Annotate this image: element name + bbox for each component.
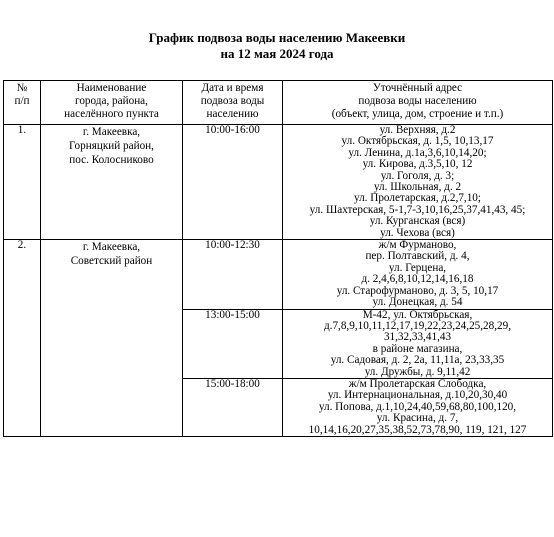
address-line: ул. Интернациональная, д.10,20,30,40 [327,389,508,402]
address-line: пер. Полтавский, д. 4, [365,250,470,263]
address-line: ул. Курганская (вся) [369,215,466,228]
delivery-address [283,309,553,378]
header-address-line: подвоза воды населению [358,95,477,107]
row-number: 1. [4,125,41,240]
address-line: ул. Кирова, д.3,5,10, 12 [362,158,473,171]
address-line: ул. Донецкая, д. 54 [372,296,463,309]
header-num-line: № [16,82,28,94]
address-line: ул. Школьная, д. 2 [373,181,462,194]
address-line: 10,14,16,20,27,35,38,52,73,78,90, 119, 121, 127 [308,423,527,436]
address-line: ул. Красина, д. 7, [376,412,459,425]
address-line: ул. Гоголя, д. 3; [380,169,455,182]
delivery-address [283,378,553,436]
header-time [183,81,283,125]
table-row [4,125,553,240]
address-line: ул. Герцена, [388,261,447,274]
header-place-line: города, района, [75,95,148,107]
place-line: г. Макеевка, [82,241,141,254]
header-time-line: подвоза воды [200,95,265,107]
header-address-line: Уточнённый адрес [372,82,463,94]
address-line: в районе магазина, [372,342,463,355]
header-time-line: населению [206,108,259,120]
delivery-time: 10:00-12:30 [183,240,283,309]
delivery-address [283,125,553,240]
header-num [4,81,41,125]
header-address [283,81,553,125]
header-num-line: п/п [14,95,30,107]
title-line-1: График подвоза воды населению Макеевки [148,30,406,45]
row-number: 2. [4,240,41,437]
address-line: ул. Октябрьская, д. 1,5, 10,13,17 [341,135,494,148]
address-line: 31,32,33,41,43 [383,331,452,344]
address-line: ул. Дружбы, д. 9,11,42 [364,365,471,378]
table-row [4,240,553,309]
address-line: М-42, ул. Октябрьская, [362,308,473,321]
address-line: ул. Попова, д.1,10,24,40,59,68,80,100,120, [318,400,517,413]
address-line: д.7,8,9,10,11,12,17,19,22,23,24,25,28,29, [323,319,512,332]
header-place-line: Наименование [76,82,147,94]
address-line: ул. Пролетарская, д.2,7,10; [353,192,482,205]
address-line: ул. Верхняя, д.2 [379,124,456,136]
address-line: ж/м Пролетарская Слободка, [348,377,487,390]
header-address-line: (объект, улица, дом, строение и т.п.) [331,108,504,120]
header-row [4,81,553,125]
title-line-2: на 12 мая 2024 года [220,46,334,61]
address-line: ул. Чехова (вся) [380,226,455,239]
delivery-time: 13:00-15:00 [183,309,283,378]
header-place [41,81,183,125]
delivery-address [283,240,553,309]
address-line: ул. Садовая, д. 2, 2а, 11,11а, 23,33,35 [330,354,505,367]
delivery-time: 10:00-16:00 [183,125,283,240]
schedule-body [4,125,553,437]
place-name [41,240,183,437]
place-line: пос. Колосниково [69,154,154,166]
address-line: ж/м Фурманово, [378,239,457,252]
schedule-table [3,80,553,437]
delivery-time: 15:00-18:00 [183,378,283,436]
address-line: ул. Ленина, д.1а,3,6,10,14,20; [348,146,487,159]
address-line: ул. Шахтерская, 5-1,7-3,10,16,25,37,41,43, 45; [309,203,526,216]
document-title [0,30,554,62]
header-place-line: населённого пункта [64,108,159,120]
place-line: г. Макеевка, [82,126,141,138]
place-line: Советский район [70,255,153,268]
address-line: ул. Старофурманово, д. 3, 5, 10,17 [336,284,499,297]
header-time-line: Дата и время [201,82,264,94]
address-line: д. 2,4,6,8,10,12,14,16,18 [361,273,474,286]
place-line: Горняцкий район, [69,140,154,152]
place-name [41,125,183,240]
